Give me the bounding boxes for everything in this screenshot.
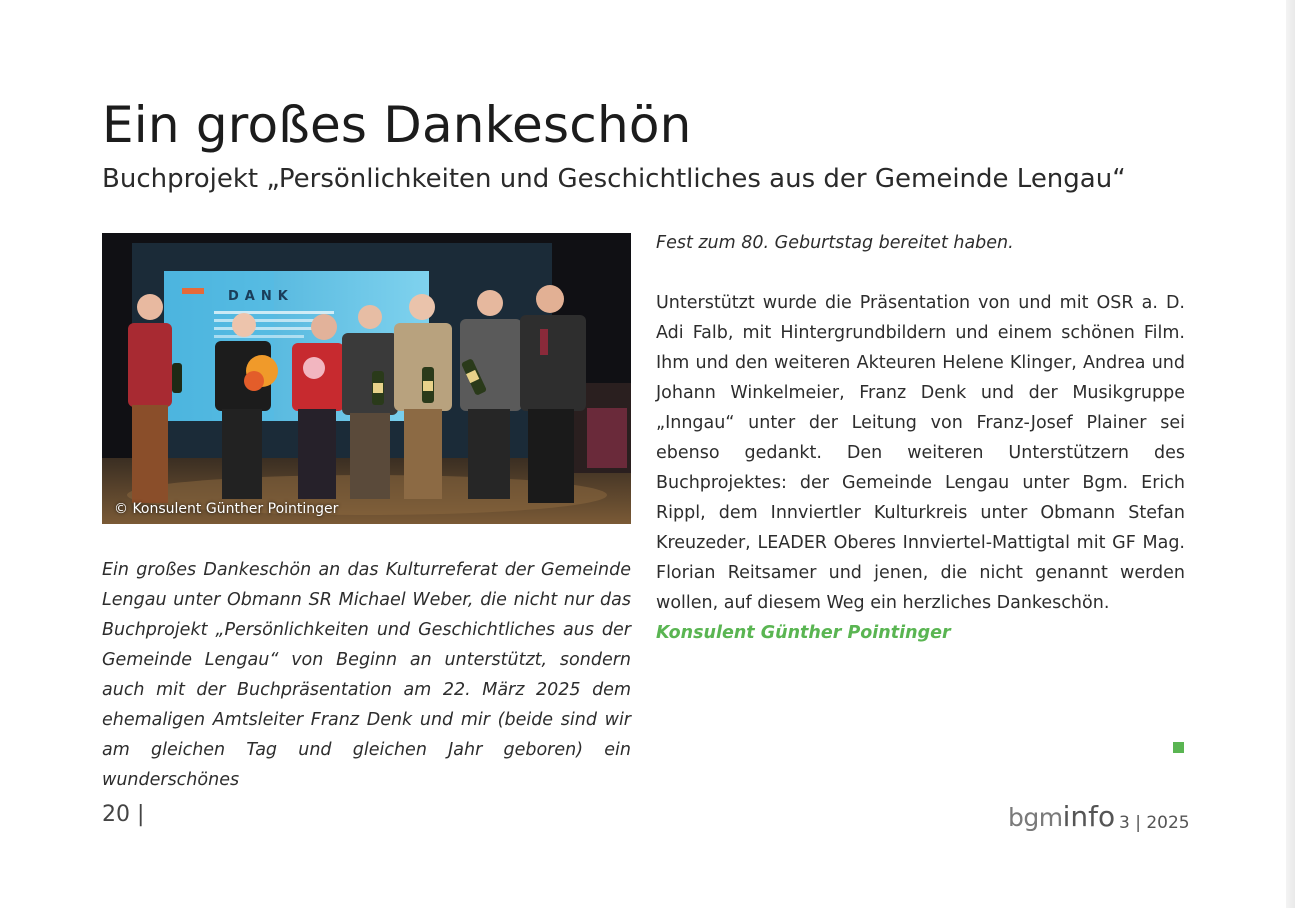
author-name: Konsulent Günther Pointinger [656, 623, 951, 643]
article-title: Ein großes Dankeschön [102, 96, 692, 154]
issue-number: 3 | 2025 [1119, 813, 1190, 833]
left-column [102, 555, 631, 795]
right-column [656, 228, 1185, 648]
page-number: 20 | [102, 802, 145, 827]
continuation-text: Fest zum 80. Geburtstag bereitet haben. [656, 233, 1014, 253]
magazine-logo-prefix: bgm [1008, 803, 1063, 832]
photo-illustration [102, 233, 631, 524]
left-column-text: Ein großes Dankeschön an das Kulturreferat der Gemeinde Lengau unter Obmann SR Michael Weber, die nicht nur das Buchprojekt „Persönlichkeiten und Geschichtliches aus der Gemeinde Lengau“ von Beginn an unterstützt, sondern auch mit der Buchpräsentation am 22. März 2025 dem ehemaligen Amtsleiter Franz Denk und mir (beide sind wir am gleichen Tag und gleichen Jahr geboren) ein wunderschönes [102, 560, 631, 790]
article-end-mark [1173, 742, 1184, 753]
page-edge-shadow [1286, 0, 1295, 908]
article-photo [102, 233, 631, 524]
magazine-logo-suffix: info [1062, 800, 1116, 833]
screen-heading: DANK [228, 289, 294, 304]
magazine-logo [1008, 800, 1115, 833]
right-column-paragraph: Unterstützt wurde die Präsentation von und mit OSR a. D. Adi Falb, mit Hintergrundbildern und einem schönen Film. Ihm und den weiteren Akteuren Helene Klinger, Andrea und Johann Winkelmeier, Franz Denk und der Musikgruppe „Inngau“ unter der Leitung von Franz-Josef Plainer sei ebenso gedankt. Den weiteren Unterstützern des Buchprojektes: der Gemeinde Lengau unter Bgm. Erich Rippl, dem Innviertler Kulturkreis unter Obmann Stefan Kreuzeder, LEADER Oberes Innviertel-Mattigtal mit GF Mag. Florian Reitsamer und jenen, die nicht genannt werden wollen, auf diesem Weg ein herzliches Dankeschön. [656, 293, 1185, 613]
article-subtitle: Buchprojekt „Persönlichkeiten und Geschichtliches aus der Gemeinde Lengau“ [102, 164, 1126, 194]
photo-credit: © Konsulent Günther Pointinger [114, 501, 339, 517]
